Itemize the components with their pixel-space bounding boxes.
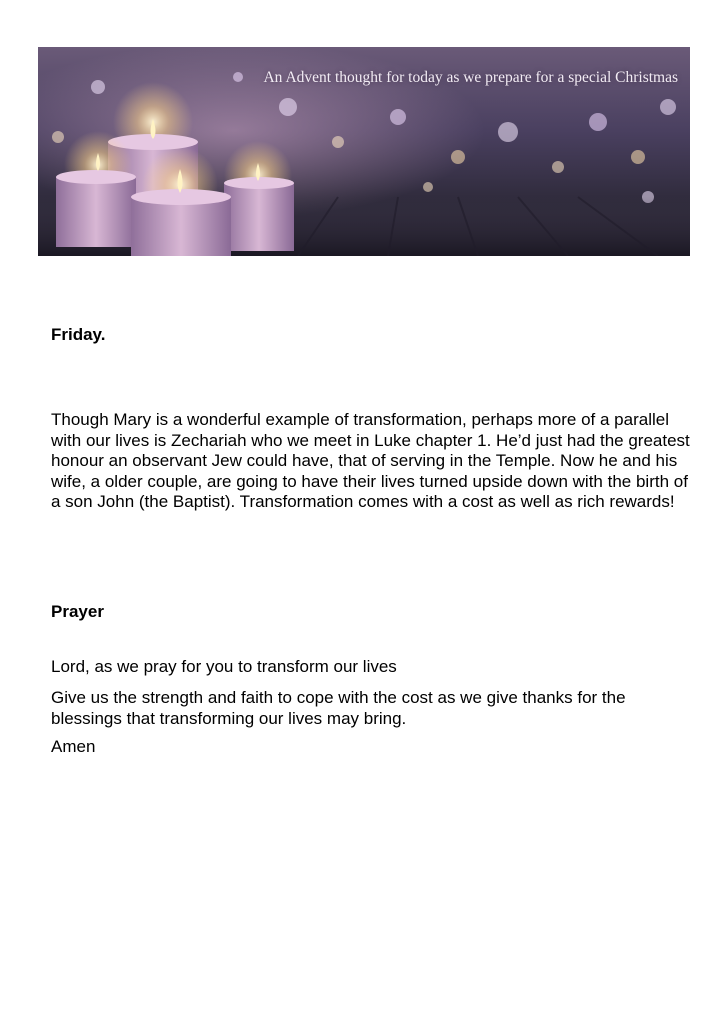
prayer-amen: Amen bbox=[51, 737, 96, 756]
prayer-line-2: Give us the strength and faith to cope with the cost as we give thanks for the blessings that transforming our lives may bring. bbox=[51, 688, 626, 728]
advent-banner bbox=[38, 47, 690, 256]
prayer-heading: Prayer bbox=[51, 602, 104, 621]
banner-title: An Advent thought for today as we prepare for a special Christmas bbox=[263, 69, 678, 86]
candle-left bbox=[56, 131, 136, 247]
candle-right bbox=[224, 141, 294, 251]
prayer-line-1: Lord, as we pray for you to transform our lives bbox=[51, 657, 397, 676]
reflection-paragraph: Though Mary is a wonderful example of transformation, perhaps more of a parallel with our lives is Zechariah who we meet in Luke chapter 1. He’d just had the greatest honour an observant Jew could have, that of serving in the Temple. Now he and his wife, a older couple, are going to have their lives turned upside down with the birth of a son John (the Baptist). Transformation comes with a cost as well as rich rewards! bbox=[51, 410, 690, 512]
day-heading: Friday. bbox=[51, 325, 106, 344]
